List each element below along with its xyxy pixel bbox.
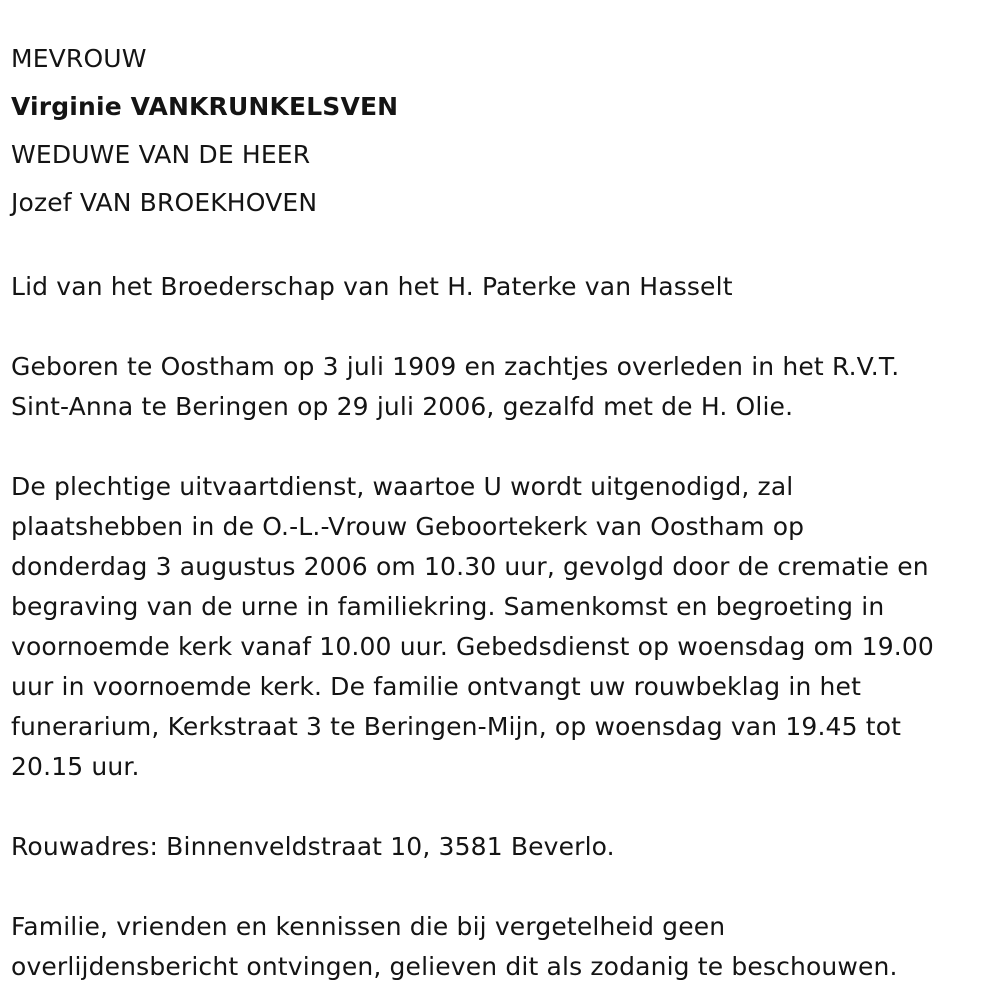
spouse-name: Jozef VAN BROEKHOVEN (11, 188, 318, 217)
paragraph-line: Geboren te Oostham op 3 juli 1909 en zachtjes overleden in het R.V.T. (11, 352, 900, 381)
paragraph-line: uur in voornoemde kerk. De familie ontvangt uw rouwbeklag in het (11, 672, 862, 701)
title-prefix: MEVROUW (11, 44, 147, 73)
closing-paragraph (11, 907, 991, 987)
paragraph-line: Lid van het Broederschap van het H. Paterke van Hasselt (11, 272, 733, 301)
paragraph-line: De plechtige uitvaartdienst, waartoe U wordt uitgenodigd, zal (11, 472, 794, 501)
paragraph-line: 20.15 uur. (11, 752, 140, 781)
spacer (11, 427, 991, 467)
notice-heading (11, 35, 991, 227)
paragraph-line: donderdag 3 augustus 2006 om 10.30 uur, gevolgd door de crematie en (11, 552, 929, 581)
address-paragraph (11, 827, 991, 867)
paragraph-line: begraving van de urne in familiekring. Samenkomst en begroeting in (11, 592, 885, 621)
paragraph-line: funerarium, Kerkstraat 3 te Beringen-Mijn, op woensdag van 19.45 tot (11, 712, 902, 741)
birth-death-paragraph (11, 347, 991, 427)
spacer (11, 787, 991, 827)
spacer (11, 227, 991, 267)
relation-line: WEDUWE VAN DE HEER (11, 140, 311, 169)
paragraph-line: Rouwadres: Binnenveldstraat 10, 3581 Beverlo. (11, 832, 615, 861)
paragraph-line: Familie, vrienden en kennissen die bij vergetelheid geen (11, 912, 726, 941)
membership-paragraph (11, 267, 991, 307)
paragraph-line: plaatshebben in de O.-L.-Vrouw Geboortekerk van Oostham op (11, 512, 805, 541)
spacer (11, 307, 991, 347)
spacer (11, 867, 991, 907)
paragraph-line: overlijdensbericht ontvingen, gelieven dit als zodanig te beschouwen. (11, 952, 898, 981)
paragraph-line: voornoemde kerk vanaf 10.00 uur. Gebedsdienst op woensdag om 19.00 (11, 632, 934, 661)
paragraph-line: Sint-Anna te Beringen op 29 juli 2006, gezalfd met de H. Olie. (11, 392, 794, 421)
deceased-name: Virginie VANKRUNKELSVEN (11, 92, 399, 121)
funeral-paragraph (11, 467, 991, 787)
death-notice (11, 35, 991, 987)
